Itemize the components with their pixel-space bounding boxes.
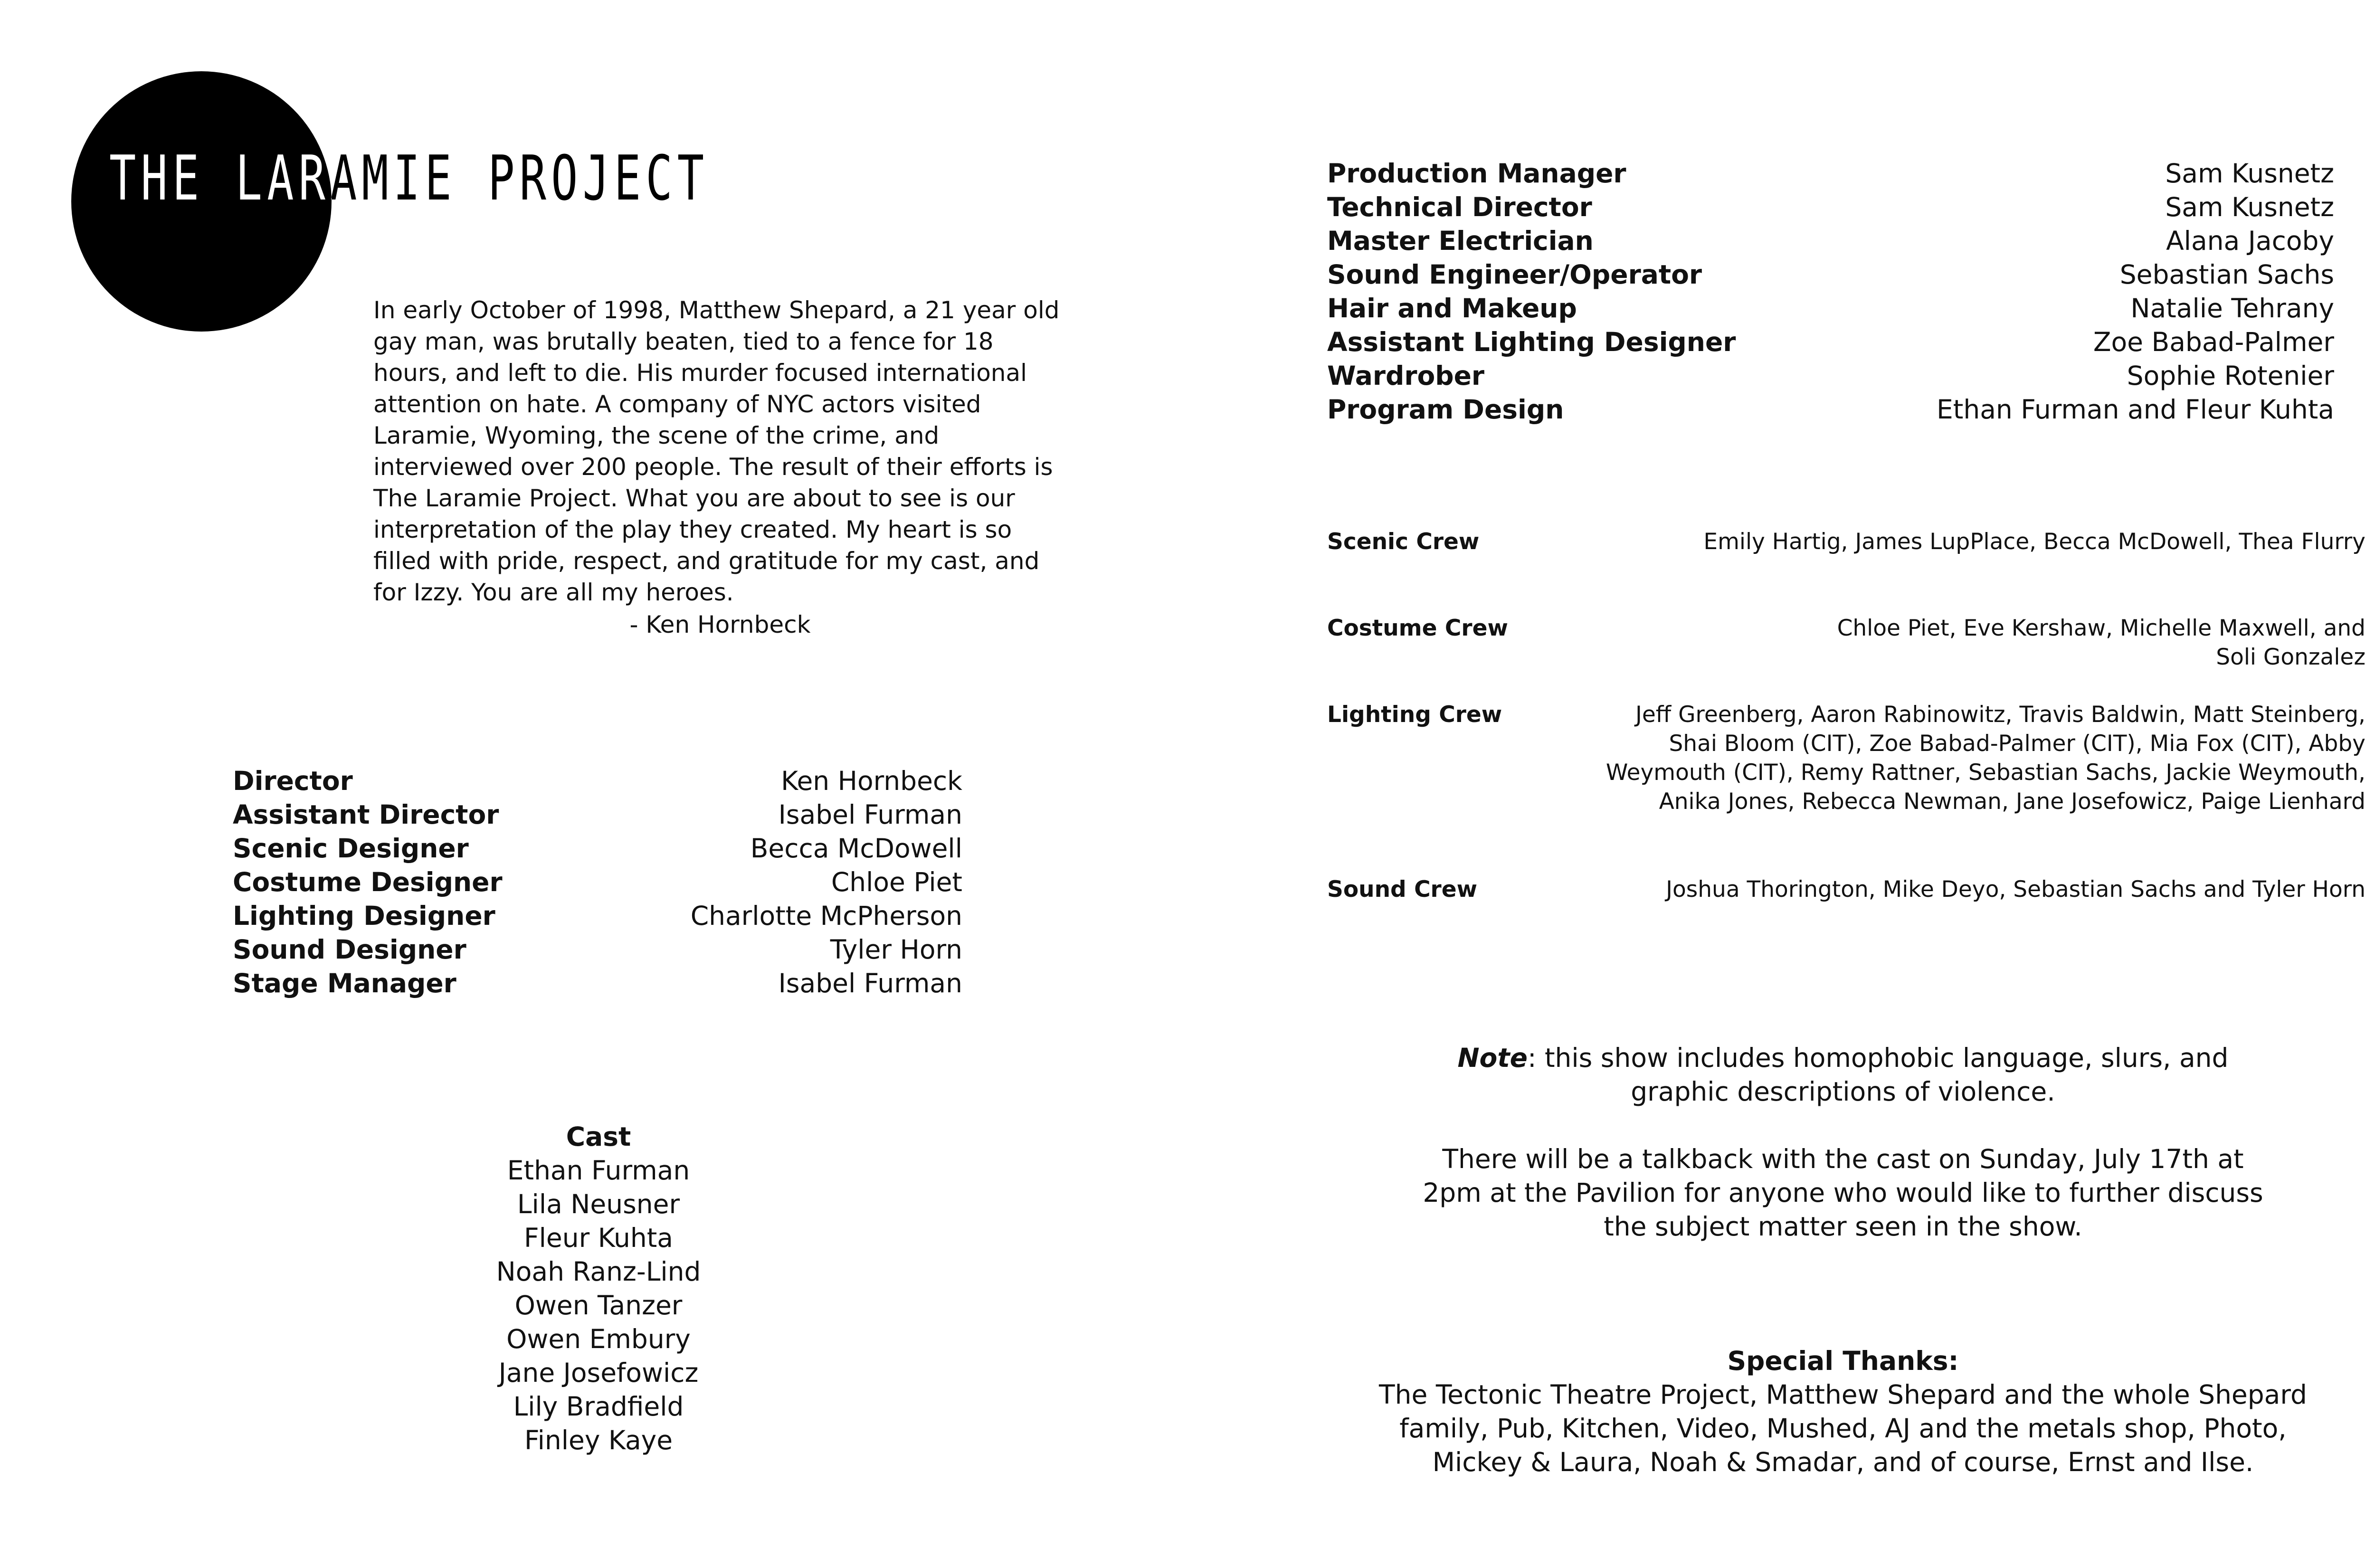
- credit-name: Zoe Babad-Palmer: [2093, 327, 2334, 357]
- credit-row: [1327, 258, 2334, 292]
- talkback-line: 2pm at the Pavilion for anyone who would like to further discuss: [1423, 1178, 2263, 1208]
- crew-names: [1837, 614, 2366, 672]
- credit-row: [233, 865, 962, 899]
- special-thanks: [1375, 1344, 2311, 1479]
- crew-names-line: Emily Hartig, James LupPlace, Becca McDowell, Thea Flurry: [1703, 529, 2366, 555]
- crew-names-line: Chloe Piet, Eve Kershaw, Michelle Maxwell, and: [1837, 615, 2366, 641]
- crew-row-sound: [1327, 875, 2366, 904]
- crew-row-costume: [1327, 614, 2366, 672]
- credit-role: Director: [233, 766, 353, 796]
- credit-row: [1327, 325, 2334, 359]
- crew-names-line: Anika Jones, Rebecca Newman, Jane Josefowicz, Paige Lienhard: [1659, 789, 2366, 815]
- cast-member: Noah Ranz-Lind: [496, 1256, 701, 1287]
- credit-role: Sound Designer: [233, 934, 466, 965]
- crew-role: Sound Crew: [1327, 876, 1478, 903]
- crew-role: Scenic Crew: [1327, 529, 1480, 555]
- credit-row: [1327, 190, 2334, 224]
- credit-row: [233, 933, 962, 967]
- credit-name: Alana Jacoby: [2166, 226, 2334, 256]
- credit-row: [1327, 157, 2334, 190]
- credit-name: Sam Kusnetz: [2165, 158, 2334, 189]
- thanks-line: Mickey & Laura, Noah & Smadar, and of course, Ernst and Ilse.: [1432, 1447, 2254, 1477]
- credit-name: Natalie Tehrany: [2130, 293, 2334, 323]
- credit-role: Master Electrician: [1327, 226, 1594, 256]
- cast-member: Finley Kaye: [524, 1425, 673, 1455]
- intro-paragraph: In early October of 1998, Matthew Shepard, a 21 year old gay man, was brutally beaten, tied to a fence for 18 hours, and left to die. His murder focused international attention on hate. A company of NYC actors visited Laramie, Wyoming, the scene of the crime, and interviewed over 200 people. The result of their efforts is The Laramie Project. What you are about to see is our interpretation of the play they created. My heart is so filled with pride, respect, and gratitude for my cast, and for Izzy. You are all my heroes.: [373, 296, 1060, 606]
- credit-role: Stage Manager: [233, 968, 456, 998]
- note-text: : this show includes homophobic language, slurs, and: [1527, 1043, 2229, 1073]
- crew-role: Lighting Crew: [1327, 702, 1502, 728]
- credit-row: [1327, 224, 2334, 258]
- credit-name: Ken Hornbeck: [781, 766, 962, 796]
- thanks-line: family, Pub, Kitchen, Video, Mushed, AJ and the metals shop, Photo,: [1399, 1413, 2287, 1444]
- thanks-heading: Special Thanks:: [1727, 1346, 1959, 1376]
- cast-member: Jane Josefowicz: [498, 1358, 699, 1388]
- credit-row: [233, 798, 962, 832]
- talkback-line: There will be a talkback with the cast on Sunday, July 17th at: [1442, 1144, 2244, 1174]
- credit-role: Wardrober: [1327, 361, 1485, 391]
- cast-heading: Cast: [566, 1121, 631, 1152]
- crew-row-scenic: [1327, 527, 2366, 556]
- note-text: graphic descriptions of violence.: [1631, 1076, 2055, 1107]
- credit-role: Assistant Lighting Designer: [1327, 327, 1736, 357]
- credit-name: Chloe Piet: [831, 867, 962, 897]
- credit-role: Costume Designer: [233, 867, 503, 897]
- credit-role: Program Design: [1327, 394, 1564, 425]
- credit-name: Tyler Horn: [830, 934, 962, 965]
- credit-row: [233, 967, 962, 1000]
- cast-member: Owen Embury: [506, 1324, 691, 1354]
- credit-row: [1327, 359, 2334, 393]
- credit-name: Sophie Rotenier: [2127, 361, 2334, 391]
- credit-role: Scenic Designer: [233, 833, 469, 864]
- cast-member: Ethan Furman: [507, 1155, 690, 1186]
- crew-role: Costume Crew: [1327, 615, 1508, 641]
- credit-name: Sebastian Sachs: [2119, 259, 2334, 290]
- credit-row: [1327, 393, 2334, 427]
- intro-signature: - Ken Hornbeck: [629, 611, 811, 638]
- credit-role: Technical Director: [1327, 192, 1592, 222]
- title-wrap: [109, 143, 942, 214]
- credit-name: Sam Kusnetz: [2165, 192, 2334, 222]
- talkback-notice: [1375, 1142, 2311, 1244]
- cast-member: Lily Bradfield: [513, 1391, 684, 1422]
- thanks-line: The Tectonic Theatre Project, Matthew Shepard and the whole Shepard: [1379, 1379, 2307, 1410]
- crew-names: [1666, 875, 2366, 904]
- production-credits: [1327, 157, 2334, 427]
- credit-row: [233, 764, 962, 798]
- cast-member: Fleur Kuhta: [523, 1223, 674, 1253]
- credit-row: [233, 832, 962, 865]
- cast-list: [428, 1120, 770, 1457]
- credit-name: Isabel Furman: [778, 799, 962, 830]
- crew-names: [1606, 700, 2366, 816]
- cast-member: Lila Neusner: [517, 1189, 680, 1219]
- credit-role: Hair and Makeup: [1327, 293, 1577, 323]
- credit-role: Sound Engineer/Operator: [1327, 259, 1702, 290]
- credit-name: Isabel Furman: [778, 968, 962, 998]
- talkback-line: the subject matter seen in the show.: [1604, 1211, 2082, 1242]
- credit-name: Becca McDowell: [750, 833, 962, 864]
- credit-row: [233, 899, 962, 933]
- credit-role: Lighting Designer: [233, 901, 495, 931]
- content-note: [1375, 1041, 2311, 1109]
- crew-row-lighting: [1327, 700, 2366, 816]
- crew-names-line: Jeff Greenberg, Aaron Rabinowitz, Travis Baldwin, Matt Steinberg,: [1635, 702, 2366, 728]
- note-label: Note: [1457, 1043, 1528, 1073]
- director-credits: [233, 764, 962, 1000]
- crew-names-line: Soli Gonzalez: [2216, 644, 2366, 670]
- crew-names-line: Weymouth (CIT), Remy Rattner, Sebastian Sachs, Jackie Weymouth,: [1606, 760, 2366, 786]
- credit-name: Charlotte McPherson: [690, 901, 962, 931]
- credit-role: Production Manager: [1327, 158, 1626, 189]
- crew-names-line: Joshua Thorington, Mike Deyo, Sebastian Sachs and Tyler Horn: [1666, 876, 2366, 903]
- crew-names: [1703, 527, 2366, 556]
- page-title: THE LARAMIE PROJECT: [109, 143, 709, 214]
- credit-name: Ethan Furman and Fleur Kuhta: [1937, 394, 2334, 425]
- cast-member: Owen Tanzer: [514, 1290, 683, 1321]
- crew-names-line: Shai Bloom (CIT), Zoe Babad-Palmer (CIT), Mia Fox (CIT), Abby: [1669, 731, 2366, 757]
- credit-row: [1327, 292, 2334, 325]
- credit-role: Assistant Director: [233, 799, 499, 830]
